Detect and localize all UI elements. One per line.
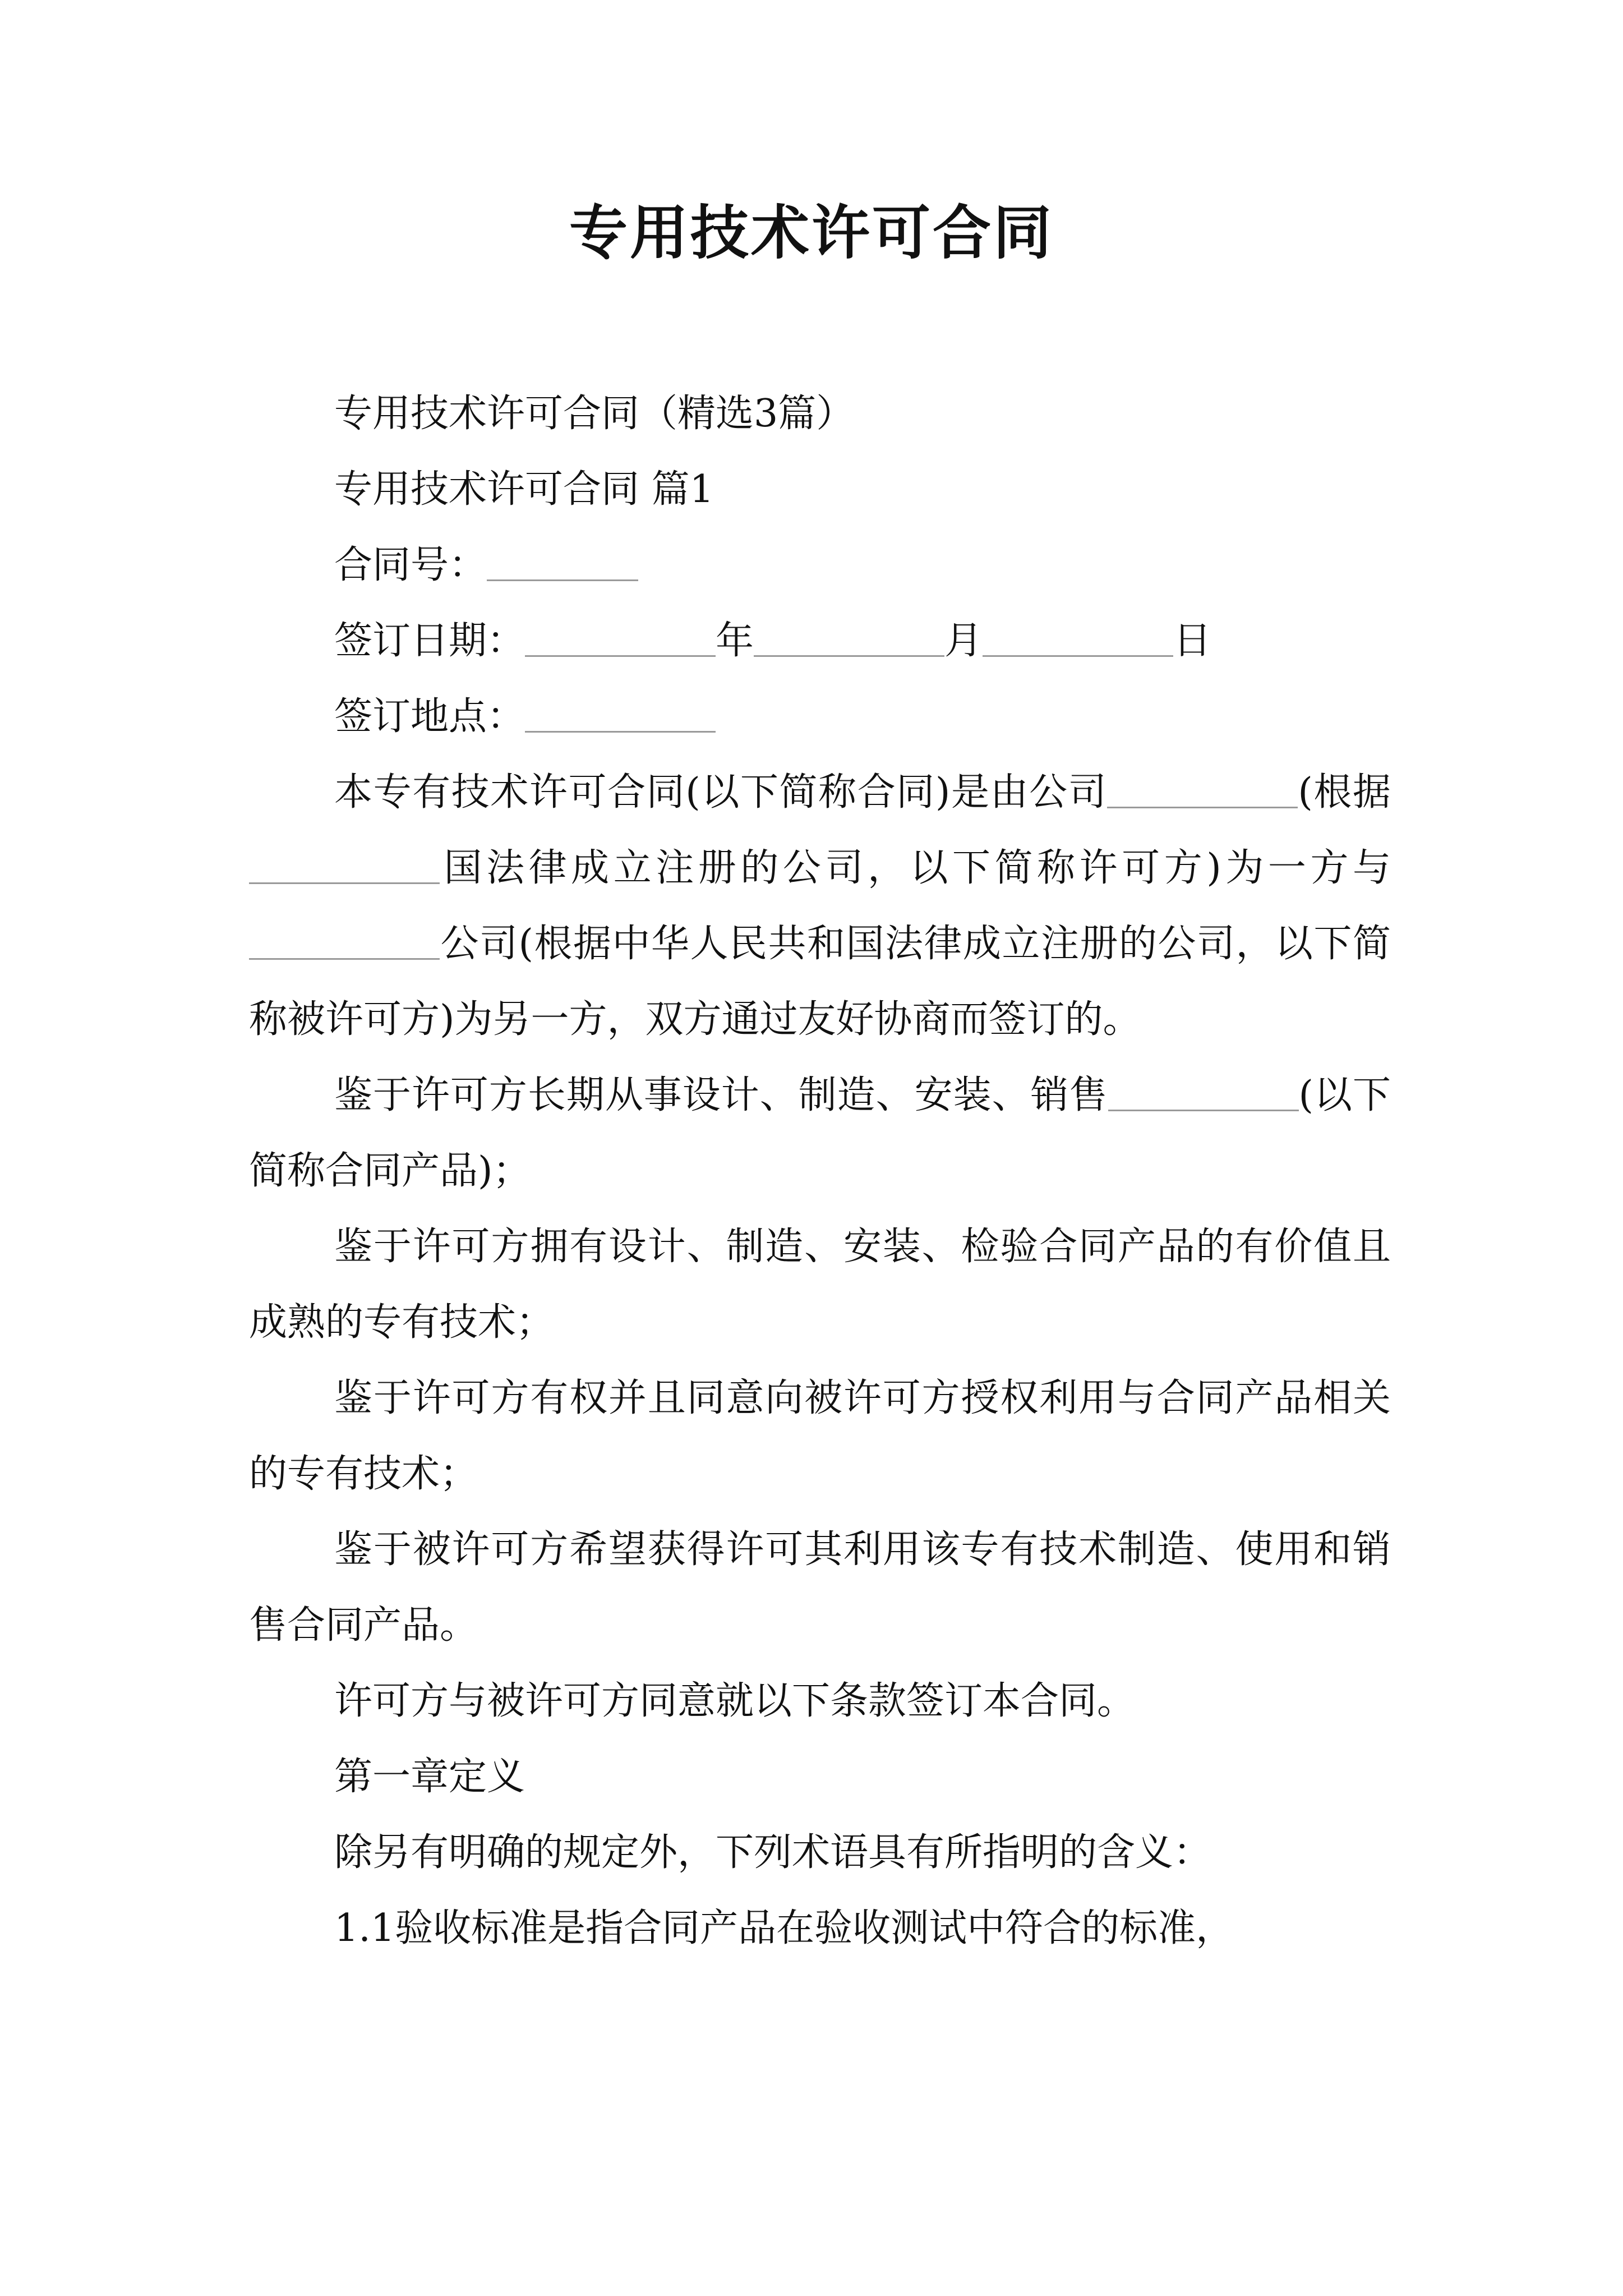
sign-date-line (249, 603, 1391, 679)
sign-place-label: 签订地点： (334, 694, 525, 739)
clause-1-1: 1.1验收标准是指合同产品在验收测试中符合的标准， (334, 1906, 1234, 1950)
licensor-country-blank (249, 845, 440, 884)
chapter-heading: 第一章定义 (334, 1755, 525, 1799)
intro-text-2: (根据 (1298, 770, 1391, 815)
sign-date-label: 签订日期： (334, 619, 525, 663)
licensor-company-blank (1107, 770, 1298, 808)
day-blank (983, 618, 1173, 657)
sign-place-line (249, 679, 1391, 754)
intro-text-4: 公司(根据中华人民共和国法律成立注册的公司，以下简称被许可方)为另一方，双方通过友好协商而签订的。 (249, 922, 1391, 1042)
document-title: 专用技术许可合同 (569, 198, 1054, 267)
year-blank (525, 618, 716, 657)
product-blank (1108, 1073, 1299, 1111)
subtitle: 专用技术许可合同（精选3篇） (334, 392, 855, 436)
whereas-1-text-1: 鉴于许可方长期从事设计、制造、安装、销售 (334, 1073, 1108, 1117)
year-label: 年 (716, 619, 754, 663)
month-blank (754, 618, 944, 657)
agreement-paragraph: 许可方与被许可方同意就以下条款签订本合同。 (334, 1679, 1136, 1723)
whereas-1-text-2: (以下简称合同产品)； (249, 1073, 1391, 1193)
month-label: 月 (944, 619, 983, 663)
definitions-intro: 除另有明确的规定外，下列术语具有所指明的含义： (334, 1830, 1212, 1875)
contract-number-label: 合同号： (334, 543, 487, 587)
day-label: 日 (1173, 619, 1212, 663)
intro-text-1: 本专有技术许可合同(以下简称合同)是由公司 (334, 770, 1108, 815)
intro-paragraph (249, 754, 1391, 1057)
contract-number-blank (487, 542, 638, 581)
whereas-paragraph-1 (249, 1057, 1391, 1209)
part-heading: 专用技术许可合同 篇1 (334, 467, 714, 512)
document-body (249, 376, 1391, 1966)
licensee-company-blank (249, 921, 440, 960)
whereas-paragraph-2: 鉴于许可方拥有设计、制造、安装、检验合同产品的有价值且成熟的专有技术； (249, 1225, 1391, 1345)
sign-place-blank (525, 694, 716, 733)
intro-text-3: 国法律成立注册的公司，以下简称许可方)为一方与 (440, 846, 1391, 890)
whereas-paragraph-3: 鉴于许可方有权并且同意向被许可方授权利用与合同产品相关的专有技术； (249, 1376, 1391, 1496)
contract-number-line (249, 527, 1391, 603)
whereas-paragraph-4: 鉴于被许可方希望获得许可其利用该专有技术制造、使用和销售合同产品。 (249, 1527, 1391, 1648)
